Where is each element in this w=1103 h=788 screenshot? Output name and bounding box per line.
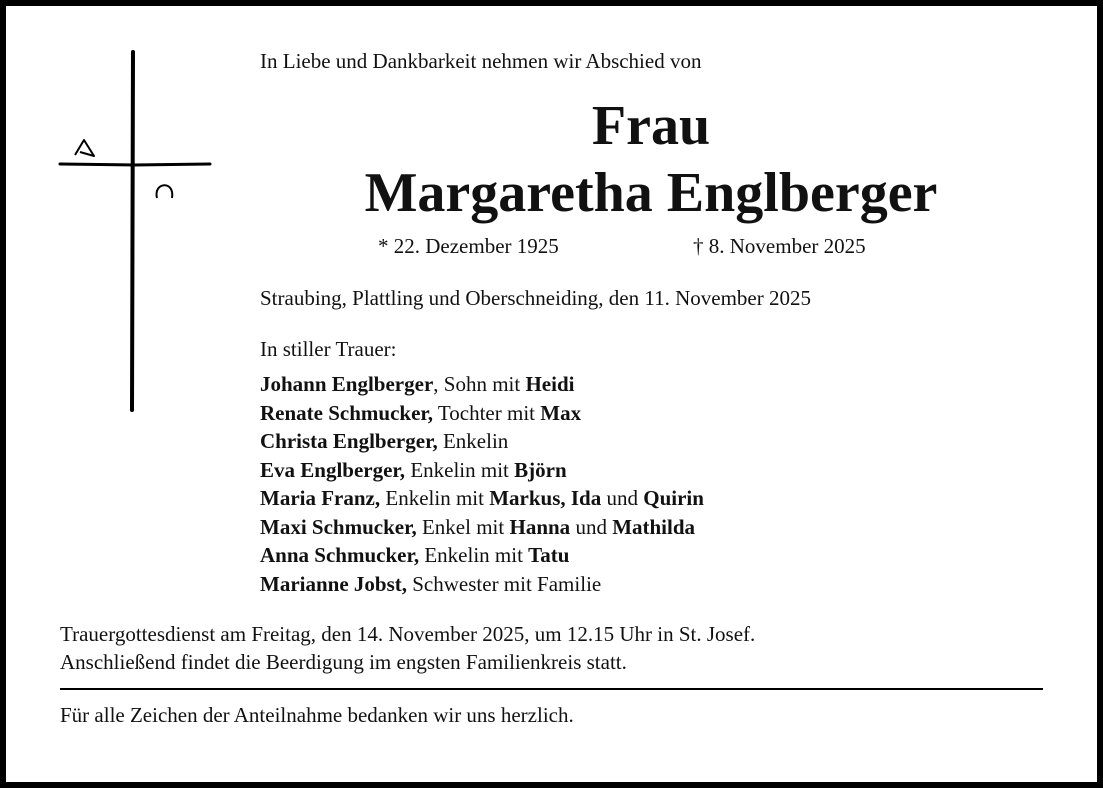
burial-info: Anschließend findet die Beerdigung im engsten Familienkreis statt.: [60, 650, 627, 674]
mourner-name: Mathilda: [612, 514, 696, 539]
deceased-name: Margaretha Englberger: [364, 162, 938, 224]
mourner-relation: Enkelin mit: [380, 486, 490, 510]
mourner-name: Markus, Ida: [489, 486, 602, 510]
mourner-entry: [260, 570, 704, 599]
mourner-relation: und: [570, 514, 613, 539]
mourner-name: Anna Schmucker,: [260, 543, 420, 567]
death-date: † 8. November 2025: [693, 234, 866, 258]
mourner-name: Max: [540, 400, 582, 425]
mourner-name: Björn: [514, 457, 567, 482]
mourner-entry: [260, 513, 704, 542]
mourner-relation: Enkelin: [437, 429, 509, 453]
mourner-name: Eva Englberger,: [260, 457, 406, 482]
mourner-name: Maria Franz,: [260, 486, 381, 510]
mourner-name: Christa Englberger,: [260, 429, 438, 453]
mourner-relation: Enkelin mit: [405, 457, 515, 482]
mourners-list: [260, 370, 704, 598]
mourner-entry: [260, 456, 704, 485]
birth-date: * 22. Dezember 1925: [378, 234, 559, 258]
mourner-relation: Enkel mit: [416, 514, 510, 539]
mourner-entry: [260, 370, 704, 399]
mourner-name: Heidi: [525, 372, 575, 396]
salutation: Frau: [591, 95, 711, 157]
mourner-relation: und: [601, 486, 644, 510]
mourner-name: Quirin: [643, 486, 704, 510]
mourner-entry: [260, 399, 704, 428]
mourner-entry: [260, 541, 704, 570]
thanks-text: Für alle Zeichen der Anteilnahme bedanken wir uns herzlich.: [60, 703, 574, 727]
mourner-entry: [260, 484, 704, 513]
mourners-heading: In stiller Trauer:: [260, 337, 397, 361]
mourner-name: Hanna: [509, 514, 571, 539]
divider: [60, 688, 1043, 690]
intro-text: In Liebe und Dankbarkeit nehmen wir Abschied von: [260, 49, 702, 73]
mourner-relation: Tochter mit: [433, 400, 541, 425]
mourner-name: Maxi Schmucker,: [260, 514, 417, 539]
mourner-relation: Schwester mit Familie: [407, 571, 602, 596]
mourner-entry: [260, 427, 704, 456]
mourner-name: Renate Schmucker,: [260, 400, 434, 425]
mourner-relation: Enkelin mit: [419, 543, 529, 567]
mourner-relation: , Sohn mit: [433, 372, 526, 396]
service-info: Trauergottesdienst am Freitag, den 14. November 2025, um 12.15 Uhr in St. Josef.: [60, 622, 756, 646]
mourner-name: Marianne Jobst,: [260, 571, 407, 596]
mourner-name: Johann Englberger: [260, 372, 434, 396]
mourner-name: Tatu: [528, 543, 570, 567]
place-date: Straubing, Plattling und Oberschneiding, den 11. November 2025: [260, 286, 811, 310]
